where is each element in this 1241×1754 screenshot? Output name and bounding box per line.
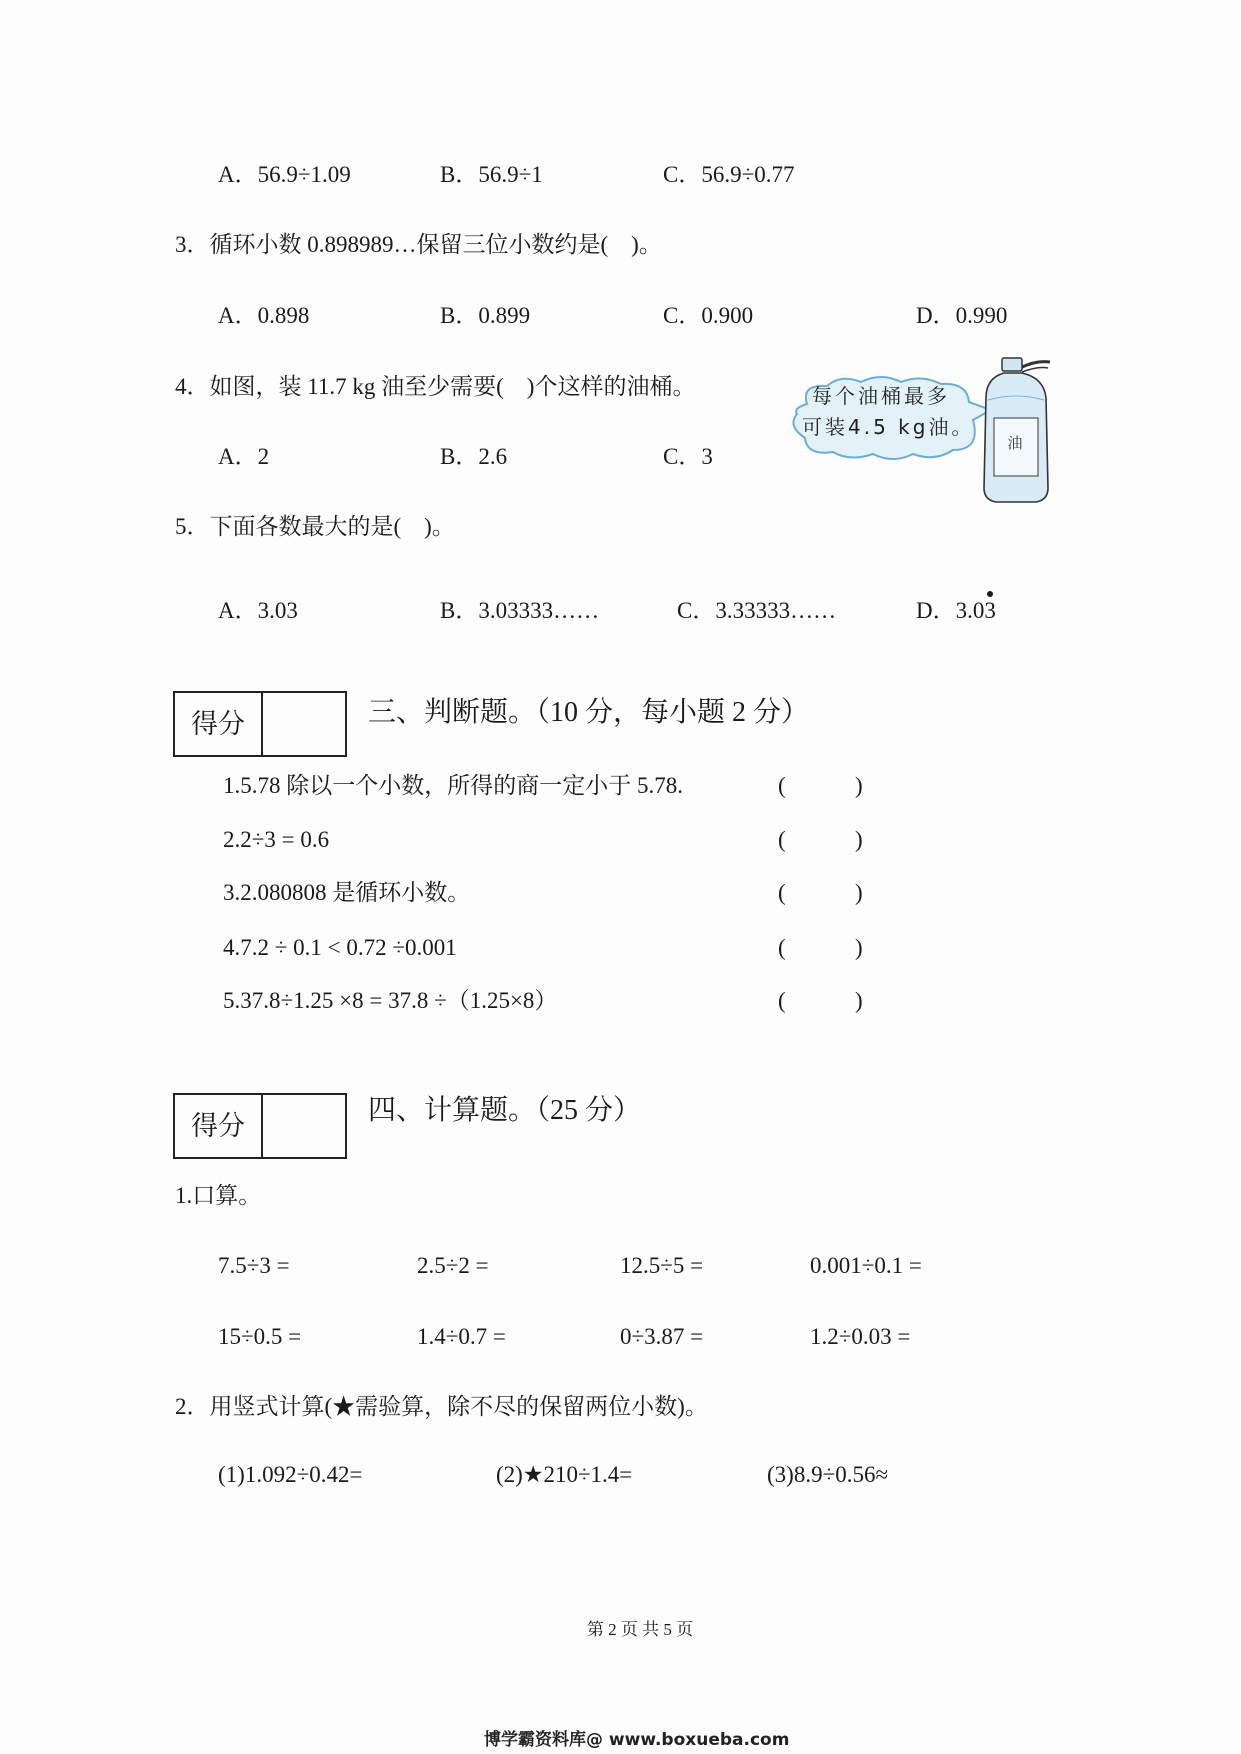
repeating-digit: 3 bbox=[984, 598, 996, 623]
judge-blank-close: ) bbox=[855, 827, 863, 852]
q3-option-a: A．0.898 bbox=[218, 303, 310, 328]
judge-item-4: 4.7.2 ÷ 0.1 < 0.72 ÷0.001 bbox=[223, 935, 457, 960]
score-label: 得分 bbox=[175, 693, 263, 755]
judge-item-3: 3.2.080808 是循环小数。 bbox=[223, 880, 471, 905]
oral-problem: 2.5÷2 = bbox=[417, 1253, 489, 1278]
bubble-line-2: 可装4.5 kg油。 bbox=[802, 415, 975, 439]
judge-blank-open: ( bbox=[778, 773, 786, 798]
watermark: 博学霸资料库@ www.boxueba.com bbox=[484, 1730, 790, 1750]
judge-blank-close: ) bbox=[855, 988, 863, 1013]
q3-option-d: D．0.990 bbox=[916, 303, 1008, 328]
vertical-problem-3: (3)8.9÷0.56≈ bbox=[767, 1462, 889, 1487]
oral-problem: 1.2÷0.03 = bbox=[810, 1324, 911, 1349]
bubble-line-1: 每个油桶最多 bbox=[812, 384, 950, 408]
q2-option-c: C．56.9÷0.77 bbox=[663, 162, 795, 187]
vertical-problem-1: (1)1.092÷0.42= bbox=[218, 1462, 363, 1487]
oral-problem: 7.5÷3 = bbox=[218, 1253, 290, 1278]
q2-option-b: B．56.9÷1 bbox=[440, 162, 543, 187]
q4-stem: 4．如图，装 11.7 kg 油至少需要( )个这样的油桶。 bbox=[175, 374, 696, 399]
oral-problem: 0.001÷0.1 = bbox=[810, 1253, 922, 1278]
q3-option-c: C．0.900 bbox=[663, 303, 754, 328]
q4-option-a: A．2 bbox=[218, 444, 270, 469]
score-label: 得分 bbox=[175, 1095, 263, 1157]
q5-option-a: A．3.03 bbox=[218, 598, 298, 623]
q5-option-d bbox=[916, 597, 996, 625]
q3-stem: 3．循环小数 0.898989…保留三位小数约是( )。 bbox=[175, 232, 662, 257]
judge-blank-open: ( bbox=[778, 935, 786, 960]
oral-problem: 15÷0.5 = bbox=[218, 1324, 302, 1349]
page-number: 第 2 页 共 5 页 bbox=[586, 1620, 694, 1639]
q3-option-b: B．0.899 bbox=[440, 303, 531, 328]
judge-blank-open: ( bbox=[778, 988, 786, 1013]
q4-option-b: B．2.6 bbox=[440, 444, 508, 469]
oral-calc-heading: 1.口算。 bbox=[175, 1183, 262, 1208]
q2-option-a: A．56.9÷1.09 bbox=[218, 162, 351, 187]
judge-blank-open: ( bbox=[778, 880, 786, 905]
judge-blank-close: ) bbox=[855, 880, 863, 905]
oral-problem: 0÷3.87 = bbox=[620, 1324, 704, 1349]
q5-option-b: B．3.03333…… bbox=[440, 598, 600, 623]
q5-option-d-prefix: D．3.0 bbox=[916, 598, 985, 623]
oral-problem: 1.4÷0.7 = bbox=[417, 1324, 506, 1349]
judge-blank-close: ) bbox=[855, 773, 863, 798]
judge-item-1: 1.5.78 除以一个小数，所得的商一定小于 5.78. bbox=[223, 773, 683, 798]
vertical-calc-heading: 2．用竖式计算(★需验算，除不尽的保留两位小数)。 bbox=[175, 1394, 708, 1419]
judge-item-2: 2.2÷3 = 0.6 bbox=[223, 827, 330, 852]
q5-option-c: C．3.33333…… bbox=[677, 598, 837, 623]
score-box-section-4 bbox=[173, 1093, 347, 1159]
q4-option-c: C．3 bbox=[663, 444, 713, 469]
q5-stem: 5．下面各数最大的是( )。 bbox=[175, 514, 455, 539]
oil-bottle-icon bbox=[978, 356, 1054, 506]
section-3-title: 三、判断题。（10 分，每小题 2 分） bbox=[368, 697, 810, 728]
judge-item-5: 5.37.8÷1.25 ×8 = 37.8 ÷（1.25×8） bbox=[223, 988, 558, 1013]
section-4-title: 四、计算题。（25 分） bbox=[368, 1095, 642, 1126]
vertical-problem-2: (2)★210÷1.4= bbox=[496, 1462, 633, 1487]
judge-blank-open: ( bbox=[778, 827, 786, 852]
score-box-section-3 bbox=[173, 691, 347, 757]
bottle-label: 油 bbox=[1007, 436, 1023, 452]
oral-problem: 12.5÷5 = bbox=[620, 1253, 704, 1278]
judge-blank-close: ) bbox=[855, 935, 863, 960]
